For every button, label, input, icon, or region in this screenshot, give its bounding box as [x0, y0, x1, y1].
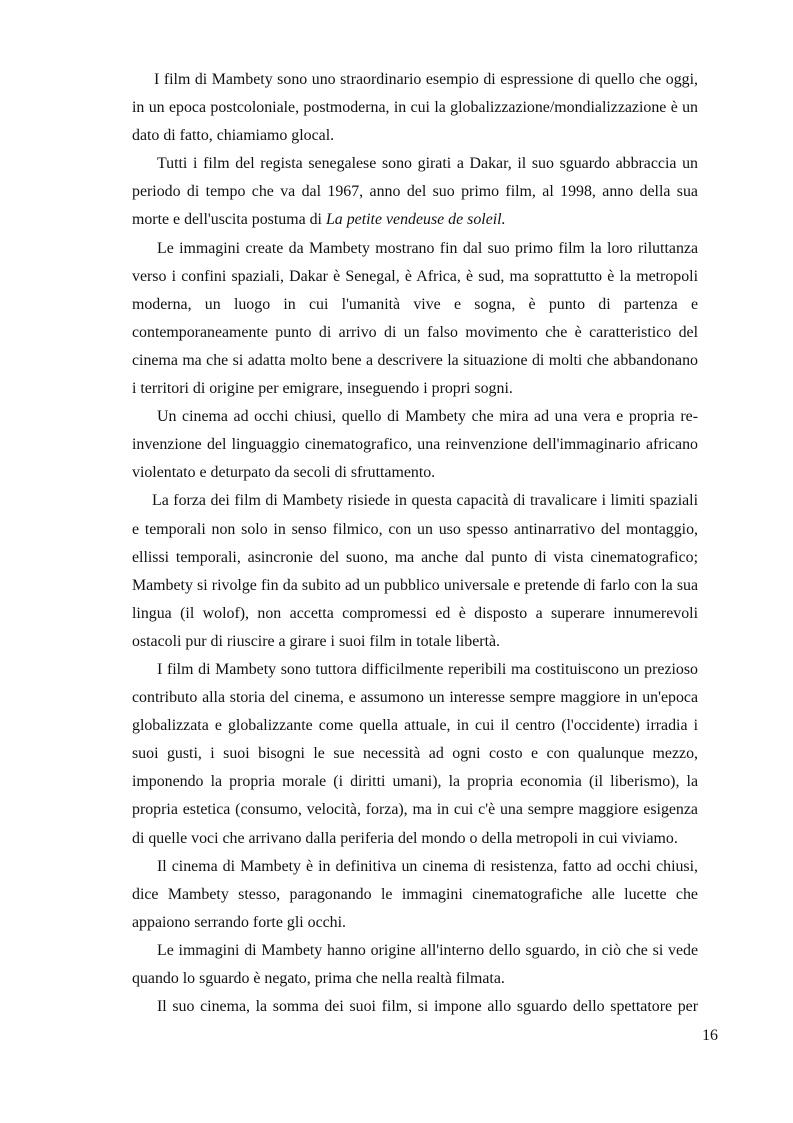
paragraph-4: Un cinema ad occhi chiusi, quello di Mambety che mira ad una vera e propria re-invenzione del linguaggio cinematografico, una reinvenzione dell'immaginario africano violentato e deturpato da secoli di sfruttamento. [132, 408, 698, 482]
paragraph-5: La forza dei film di Mambety risiede in questa capacità di travalicare i limiti spaziali e temporali non solo in senso filmico, con un uso spesso antinarrativo del montaggio, ellissi temporali, asincronie del suono, ma anche dal punto di vista cinematografico; Mambety si rivolge fin da subito ad un pubblico universale e pretende di farlo con la sua lingua (il wolof), non accetta compromessi ed è disposto a superare innumerevoli ostacoli pur di riuscire a girare i suoi film in totale libertà. [132, 492, 698, 650]
paragraph-1: I film di Mambety sono uno straordinario esempio di espressione di quello che oggi, in un epoca postcoloniale, postmoderna, in cui la globalizzazione/mondializzazione è un dato di fatto, chiamiamo glocal. [132, 71, 698, 145]
paragraph-9: Il suo cinema, la somma dei suoi film, si impone allo sguardo dello spettatore per [157, 998, 698, 1016]
paragraph-2 [132, 150, 698, 234]
document-page [132, 66, 698, 1021]
page-number: 16 [702, 1027, 718, 1044]
paragraph-6: I film di Mambety sono tuttora difficilmente reperibili ma costituiscono un prezioso contributo alla storia del cinema, e assumono un interesse sempre maggiore in un'epoca globalizzata e globalizzante come quella attuale, in cui il centro (l'occidente) irradia i suoi gusti, i suoi bisogni le sue necessità ad ogni costo e con qualunque mezzo, imponendo la propria morale (i diritti umani), la propria economia (il liberismo), la propria estetica (consumo, velocità, forza), ma in cui c'è una sempre maggiore esigenza di quelle voci che arrivano dalla periferia del mondo o della metropoli in cui viviamo. [132, 660, 698, 847]
paragraph-2-text: Tutti i film del regista senegalese sono girati a Dakar, il suo sguardo abbraccia un periodo di tempo che va dal 1967, anno del suo primo film, al 1998, anno della sua morte e dell'uscita postuma di [132, 155, 698, 229]
paragraph-3: Le immagini create da Mambety mostrano fin dal suo primo film la loro riluttanza verso i confini spaziali, Dakar è Senegal, è Africa, è sud, ma soprattutto è la metropoli moderna, un luogo in cui l'umanità vive e sogna, è punto di partenza e contemporaneamente punto di arrivo di un falso movimento che è caratteristico del cinema ma che si adatta molto bene a descrivere la situazione di molti che abbandonano i territori di origine per emigrare, inseguendo i propri sogni. [132, 239, 698, 398]
paragraph-8: Le immagini di Mambety hanno origine all'interno dello sguardo, in ciò che si vede quando lo sguardo è negato, prima che nella realtà filmata. [132, 941, 698, 987]
paragraph-7: Il cinema di Mambety è in definitiva un cinema di resistenza, fatto ad occhi chiusi, dice Mambety stesso, paragonando le immagini cinematografiche alle lucette che appaiono serrando forte gli occhi. [132, 857, 698, 931]
film-title-italic: La petite vendeuse de soleil. [325, 211, 506, 229]
